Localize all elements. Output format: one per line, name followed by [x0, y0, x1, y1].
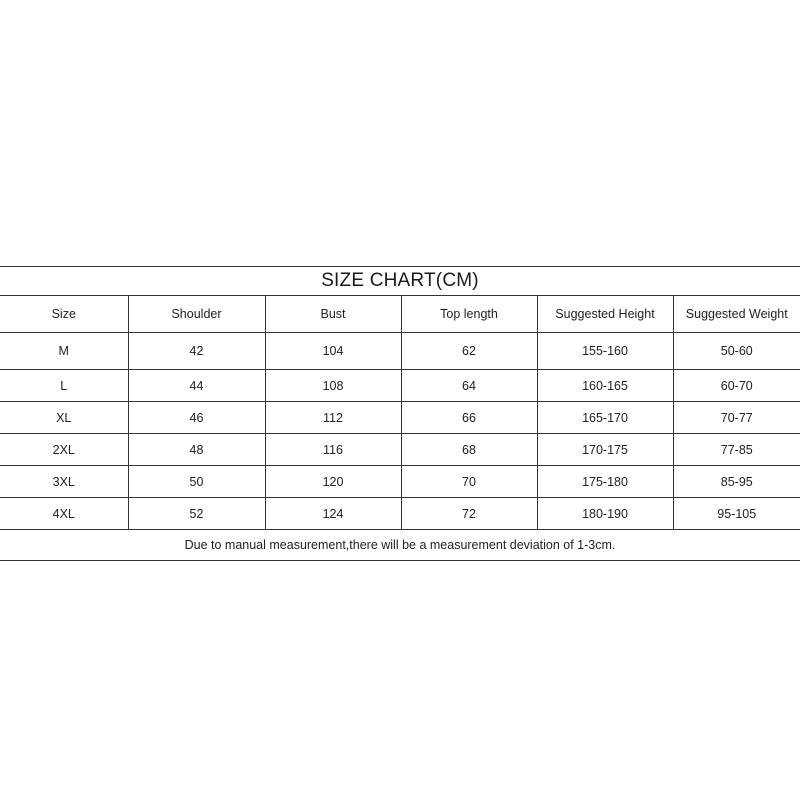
suggested-weight-cell: 77-85: [673, 434, 800, 466]
column-header-bust: Bust: [265, 296, 401, 333]
suggested-height-cell: 175-180: [537, 466, 673, 498]
bust-cell: 104: [265, 333, 401, 370]
suggested-height-cell: 155-160: [537, 333, 673, 370]
bust-cell: 112: [265, 402, 401, 434]
table-row: [0, 333, 800, 370]
size-chart: [0, 266, 800, 561]
table-row: [0, 434, 800, 466]
top-length-cell: 72: [401, 498, 537, 530]
shoulder-cell: 46: [128, 402, 265, 434]
column-header-suggested-height: Suggested Height: [537, 296, 673, 333]
size-cell: L: [0, 370, 128, 402]
shoulder-cell: 50: [128, 466, 265, 498]
shoulder-cell: 42: [128, 333, 265, 370]
shoulder-cell: 44: [128, 370, 265, 402]
suggested-weight-cell: 60-70: [673, 370, 800, 402]
table-row: [0, 402, 800, 434]
chart-title: SIZE CHART(CM): [0, 267, 800, 296]
measurement-note: Due to manual measurement,there will be a measurement deviation of 1-3cm.: [184, 538, 616, 552]
size-table: [0, 296, 800, 530]
size-cell: 3XL: [0, 466, 128, 498]
top-length-cell: 68: [401, 434, 537, 466]
top-length-cell: 62: [401, 333, 537, 370]
size-cell: 4XL: [0, 498, 128, 530]
size-cell: M: [0, 333, 128, 370]
size-cell: XL: [0, 402, 128, 434]
top-length-cell: 66: [401, 402, 537, 434]
size-cell: 2XL: [0, 434, 128, 466]
suggested-height-cell: 165-170: [537, 402, 673, 434]
table-row: [0, 498, 800, 530]
table-row: [0, 370, 800, 402]
suggested-weight-cell: 70-77: [673, 402, 800, 434]
bust-cell: 120: [265, 466, 401, 498]
suggested-height-cell: 170-175: [537, 434, 673, 466]
column-header-top-length: Top length: [401, 296, 537, 333]
header-row: [0, 296, 800, 333]
bust-cell: 116: [265, 434, 401, 466]
top-length-cell: 70: [401, 466, 537, 498]
suggested-weight-cell: 85-95: [673, 466, 800, 498]
table-row: [0, 466, 800, 498]
column-header-shoulder: Shoulder: [128, 296, 265, 333]
column-header-suggested-weight: Suggested Weight: [673, 296, 800, 333]
top-length-cell: 64: [401, 370, 537, 402]
shoulder-cell: 48: [128, 434, 265, 466]
bust-cell: 108: [265, 370, 401, 402]
suggested-height-cell: 180-190: [537, 498, 673, 530]
suggested-weight-cell: 95-105: [673, 498, 800, 530]
column-header-size: Size: [0, 296, 128, 333]
shoulder-cell: 52: [128, 498, 265, 530]
bust-cell: 124: [265, 498, 401, 530]
suggested-weight-cell: 50-60: [673, 333, 800, 370]
suggested-height-cell: 160-165: [537, 370, 673, 402]
